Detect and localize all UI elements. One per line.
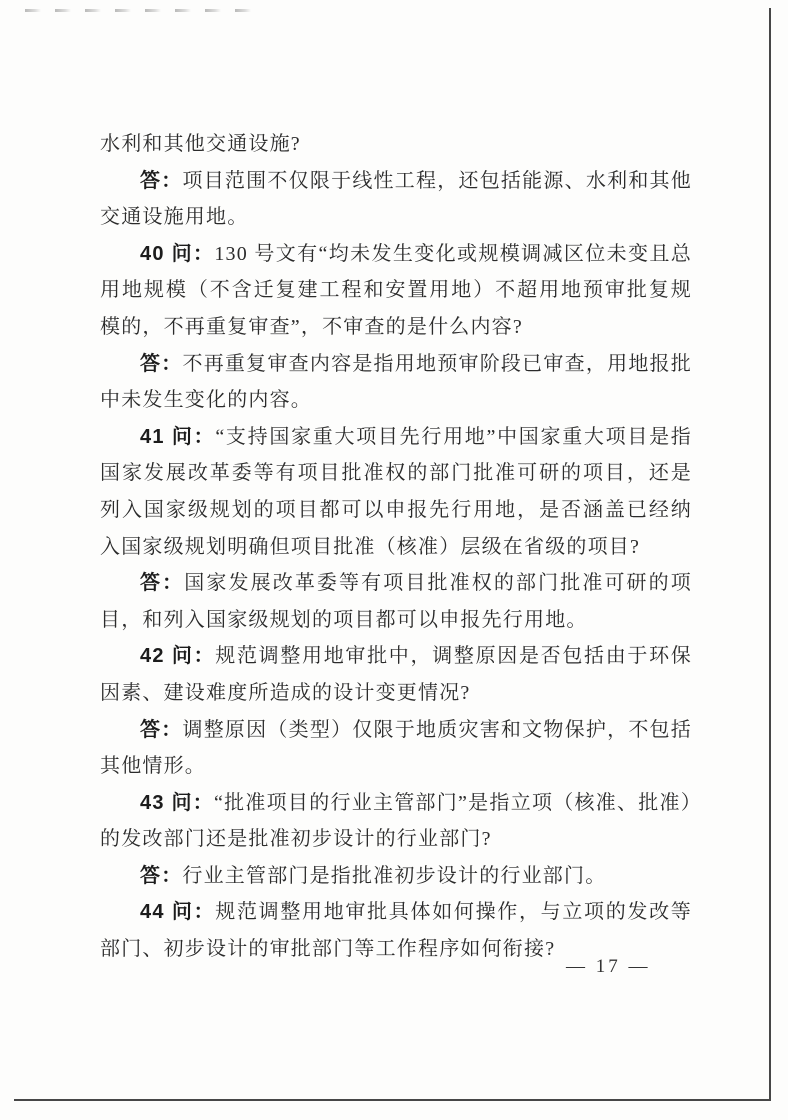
question-label: 42 问： <box>140 645 216 668</box>
question-paragraph <box>100 236 692 346</box>
answer-paragraph <box>100 346 692 419</box>
document-body <box>100 126 692 968</box>
paragraph-text: 行业主管部门是指批准初步设计的行业部门。 <box>182 864 607 887</box>
question-label: 41 问： <box>140 425 216 448</box>
paragraph-text: “批准项目的行业主管部门”是指立项（核准、批准）的发改部门还是批准初步设计的行业部门? <box>100 791 692 851</box>
answer-paragraph <box>100 163 692 236</box>
question-paragraph <box>100 419 692 565</box>
question-label: 44 问： <box>140 901 216 924</box>
answer-label: 答： <box>140 352 183 375</box>
question-paragraph <box>100 638 692 711</box>
paragraph-text: 130 号文有“均未发生变化或规模调减区位未变且总用地规模（不含迁复建工程和安置用地）不超用地预审批复规模的，不再重复审查”，不审查的是什么内容? <box>100 242 692 338</box>
paragraph-text: 水利和其他交通设施? <box>100 133 301 155</box>
question-label: 40 问： <box>140 242 215 265</box>
paragraph-text: 不再重复审查内容是指用地预审阶段已审查，用地报批中未发生变化的内容。 <box>100 352 692 412</box>
paragraph-text: 项目范围不仅限于线性工程，还包括能源、水利和其他交通设施用地。 <box>100 169 692 229</box>
question-paragraph <box>100 785 692 858</box>
answer-label: 答： <box>140 572 185 595</box>
page-number: — 17 — <box>566 956 651 977</box>
answer-paragraph <box>100 565 692 638</box>
paragraph-text: “支持国家重大项目先行用地”中国家重大项目是指国家发展改革委等有项目批准权的部门批准可研的项目，还是列入国家级规划的项目都可以申报先行用地，是否涵盖已经纳入国家级规划明确但项目批准（核准）层级在省级的项目? <box>100 425 692 558</box>
scan-artifact-smudge <box>25 9 255 12</box>
paragraph-text: 规范调整用地审批具体如何操作，与立项的发改等部门、初步设计的审批部门等工作程序如何衔接? <box>100 901 692 961</box>
answer-paragraph <box>100 858 692 895</box>
page-scan-border-right <box>769 8 771 1100</box>
question-label: 43 问： <box>140 791 214 814</box>
continuation-paragraph <box>100 126 692 163</box>
page-scan-border-bottom <box>14 1099 771 1101</box>
answer-label: 答： <box>140 169 183 192</box>
paragraph-text: 国家发展改革委等有项目批准权的部门批准可研的项目，和列入国家级规划的项目都可以申报先行用地。 <box>100 572 692 631</box>
paragraph-text: 规范调整用地审批中，调整原因是否包括由于环保因素、建设难度所造成的设计变更情况? <box>100 645 692 704</box>
answer-label: 答： <box>140 718 183 741</box>
answer-paragraph <box>100 712 692 785</box>
paragraph-text: 调整原因（类型）仅限于地质灾害和文物保护，不包括其他情形。 <box>100 718 692 778</box>
answer-label: 答： <box>140 864 183 887</box>
